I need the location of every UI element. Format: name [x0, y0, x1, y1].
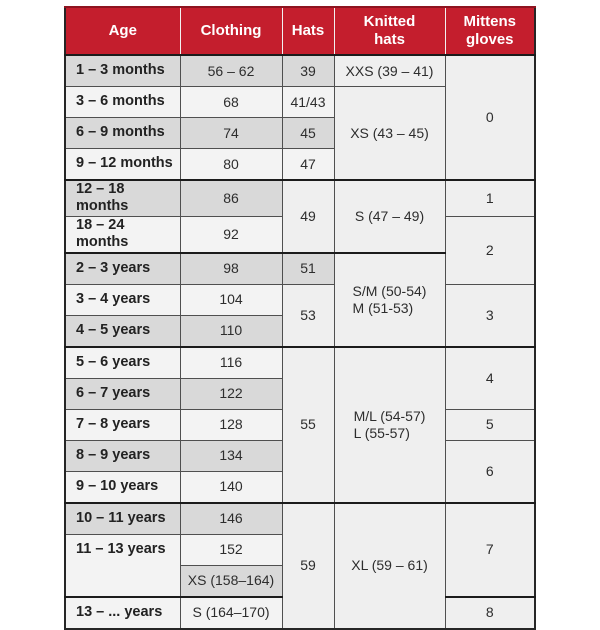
cell-knitted-hats: XXS (39 – 41) — [334, 55, 445, 87]
table-row-15 — [65, 503, 535, 535]
cell-clothing: 122 — [180, 378, 282, 409]
cell-hats: 49 — [282, 180, 334, 253]
cell-knitted-hats: XS (43 – 45) — [334, 87, 445, 181]
cell-age: 6 – 9 months — [65, 118, 180, 149]
cell-knitted-hats: XL (59 – 61) — [334, 503, 445, 629]
table-row-5 — [65, 180, 535, 216]
cell-age: 7 – 8 years — [65, 409, 180, 440]
cell-age: 6 – 7 years — [65, 378, 180, 409]
cell-clothing: 74 — [180, 118, 282, 149]
cell-age: 11 – 13 years — [65, 534, 180, 597]
size-chart-table — [64, 6, 536, 630]
column-header-knitted-hats: Knitted hats — [334, 7, 445, 55]
cell-age: 2 – 3 years — [65, 253, 180, 285]
cell-clothing: 116 — [180, 347, 282, 379]
cell-knitted-hats: S (47 – 49) — [334, 180, 445, 253]
cell-hats: 53 — [282, 284, 334, 347]
cell-hats: 51 — [282, 253, 334, 285]
cell-age: 5 – 6 years — [65, 347, 180, 379]
cell-mittens-gloves: 2 — [445, 216, 535, 284]
header-row — [65, 7, 535, 55]
column-header-clothing: Clothing — [180, 7, 282, 55]
cell-clothing: 56 – 62 — [180, 55, 282, 87]
cell-text-knitted-hats: M/L (54-57) L (55-57) — [353, 407, 426, 441]
cell-mittens-gloves: 0 — [445, 55, 535, 180]
cell-mittens-gloves: 4 — [445, 347, 535, 410]
cell-mittens-gloves: 5 — [445, 409, 535, 440]
cell-clothing: 152 — [180, 534, 282, 565]
table-header — [65, 7, 535, 55]
cell-mittens-gloves: 1 — [445, 180, 535, 216]
cell-hats: 47 — [282, 149, 334, 181]
cell-clothing: 98 — [180, 253, 282, 285]
cell-hats: 55 — [282, 347, 334, 503]
cell-age: 12 – 18 months — [65, 180, 180, 216]
cell-age: 4 – 5 years — [65, 315, 180, 347]
cell-clothing: 80 — [180, 149, 282, 181]
cell-clothing: 92 — [180, 216, 282, 252]
cell-mittens-gloves: 6 — [445, 440, 535, 503]
cell-age: 8 – 9 years — [65, 440, 180, 471]
cell-age: 9 – 12 months — [65, 149, 180, 181]
cell-clothing: 140 — [180, 471, 282, 503]
table-row-1 — [65, 55, 535, 87]
cell-hats: 41/43 — [282, 87, 334, 118]
cell-knitted-hats — [334, 347, 445, 503]
cell-hats: 59 — [282, 503, 334, 629]
table-row-8 — [65, 284, 535, 315]
cell-age: 3 – 6 months — [65, 87, 180, 118]
column-header-hats: Hats — [282, 7, 334, 55]
table-body — [65, 55, 535, 629]
cell-age: 1 – 3 months — [65, 55, 180, 87]
column-header-mittens-gloves: Mittens gloves — [445, 7, 535, 55]
cell-age: 18 – 24 months — [65, 216, 180, 252]
cell-age: 3 – 4 years — [65, 284, 180, 315]
cell-mittens-gloves: 3 — [445, 284, 535, 347]
cell-clothing: 104 — [180, 284, 282, 315]
cell-age: 13 – ... years — [65, 597, 180, 629]
cell-age: 10 – 11 years — [65, 503, 180, 535]
cell-hats: 39 — [282, 55, 334, 87]
cell-text-knitted-hats: S/M (50-54) M (51-53) — [352, 282, 427, 316]
cell-clothing: S (164–170) — [180, 597, 282, 629]
cell-knitted-hats — [334, 253, 445, 347]
cell-mittens-gloves: 7 — [445, 503, 535, 597]
cell-clothing: 86 — [180, 180, 282, 216]
cell-clothing: 128 — [180, 409, 282, 440]
cell-hats: 45 — [282, 118, 334, 149]
column-header-age: Age — [65, 7, 180, 55]
cell-age: 9 – 10 years — [65, 471, 180, 503]
cell-clothing: 68 — [180, 87, 282, 118]
cell-clothing: 146 — [180, 503, 282, 535]
cell-mittens-gloves: 8 — [445, 597, 535, 629]
cell-clothing: XS (158–164) — [180, 565, 282, 597]
cell-clothing: 134 — [180, 440, 282, 471]
cell-clothing: 110 — [180, 315, 282, 347]
table-row-10 — [65, 347, 535, 379]
